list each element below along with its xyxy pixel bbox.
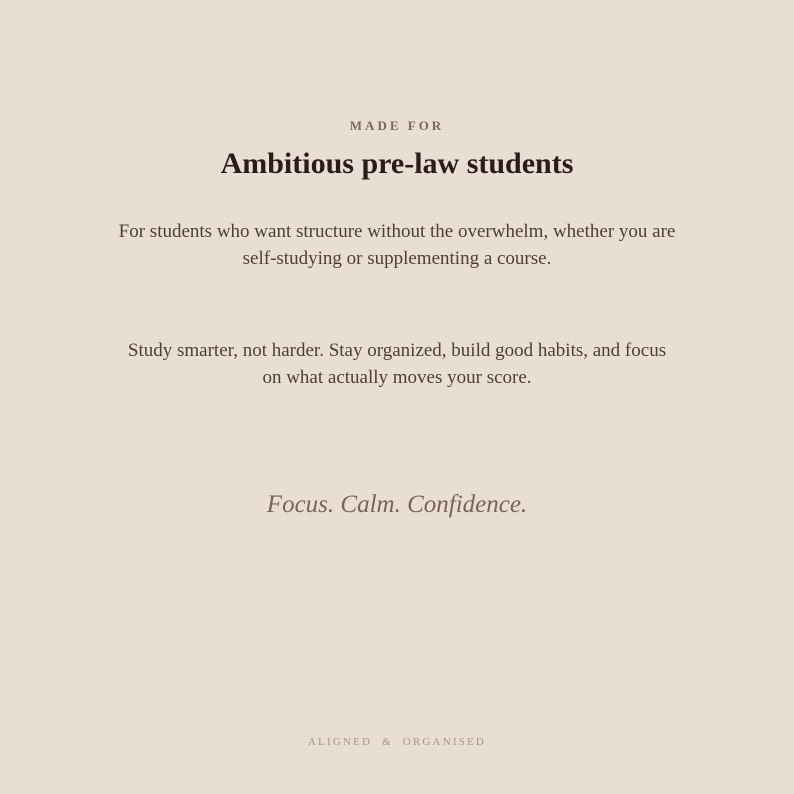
benefits-paragraph: Study smarter, not harder. Stay organized, build good habits, and focus on what actually moves your score.	[127, 340, 667, 388]
footer-text: ALIGNED & ORGANISED	[307, 736, 487, 748]
tagline: Focus. Calm. Confidence.	[266, 491, 528, 518]
eyebrow-label: MADE FOR	[349, 118, 445, 133]
description-paragraph: For students who want structure without the overwhelm, whether you are self-studying or supplementing a course.	[118, 221, 676, 269]
headline: Ambitious pre-law students	[220, 147, 574, 180]
